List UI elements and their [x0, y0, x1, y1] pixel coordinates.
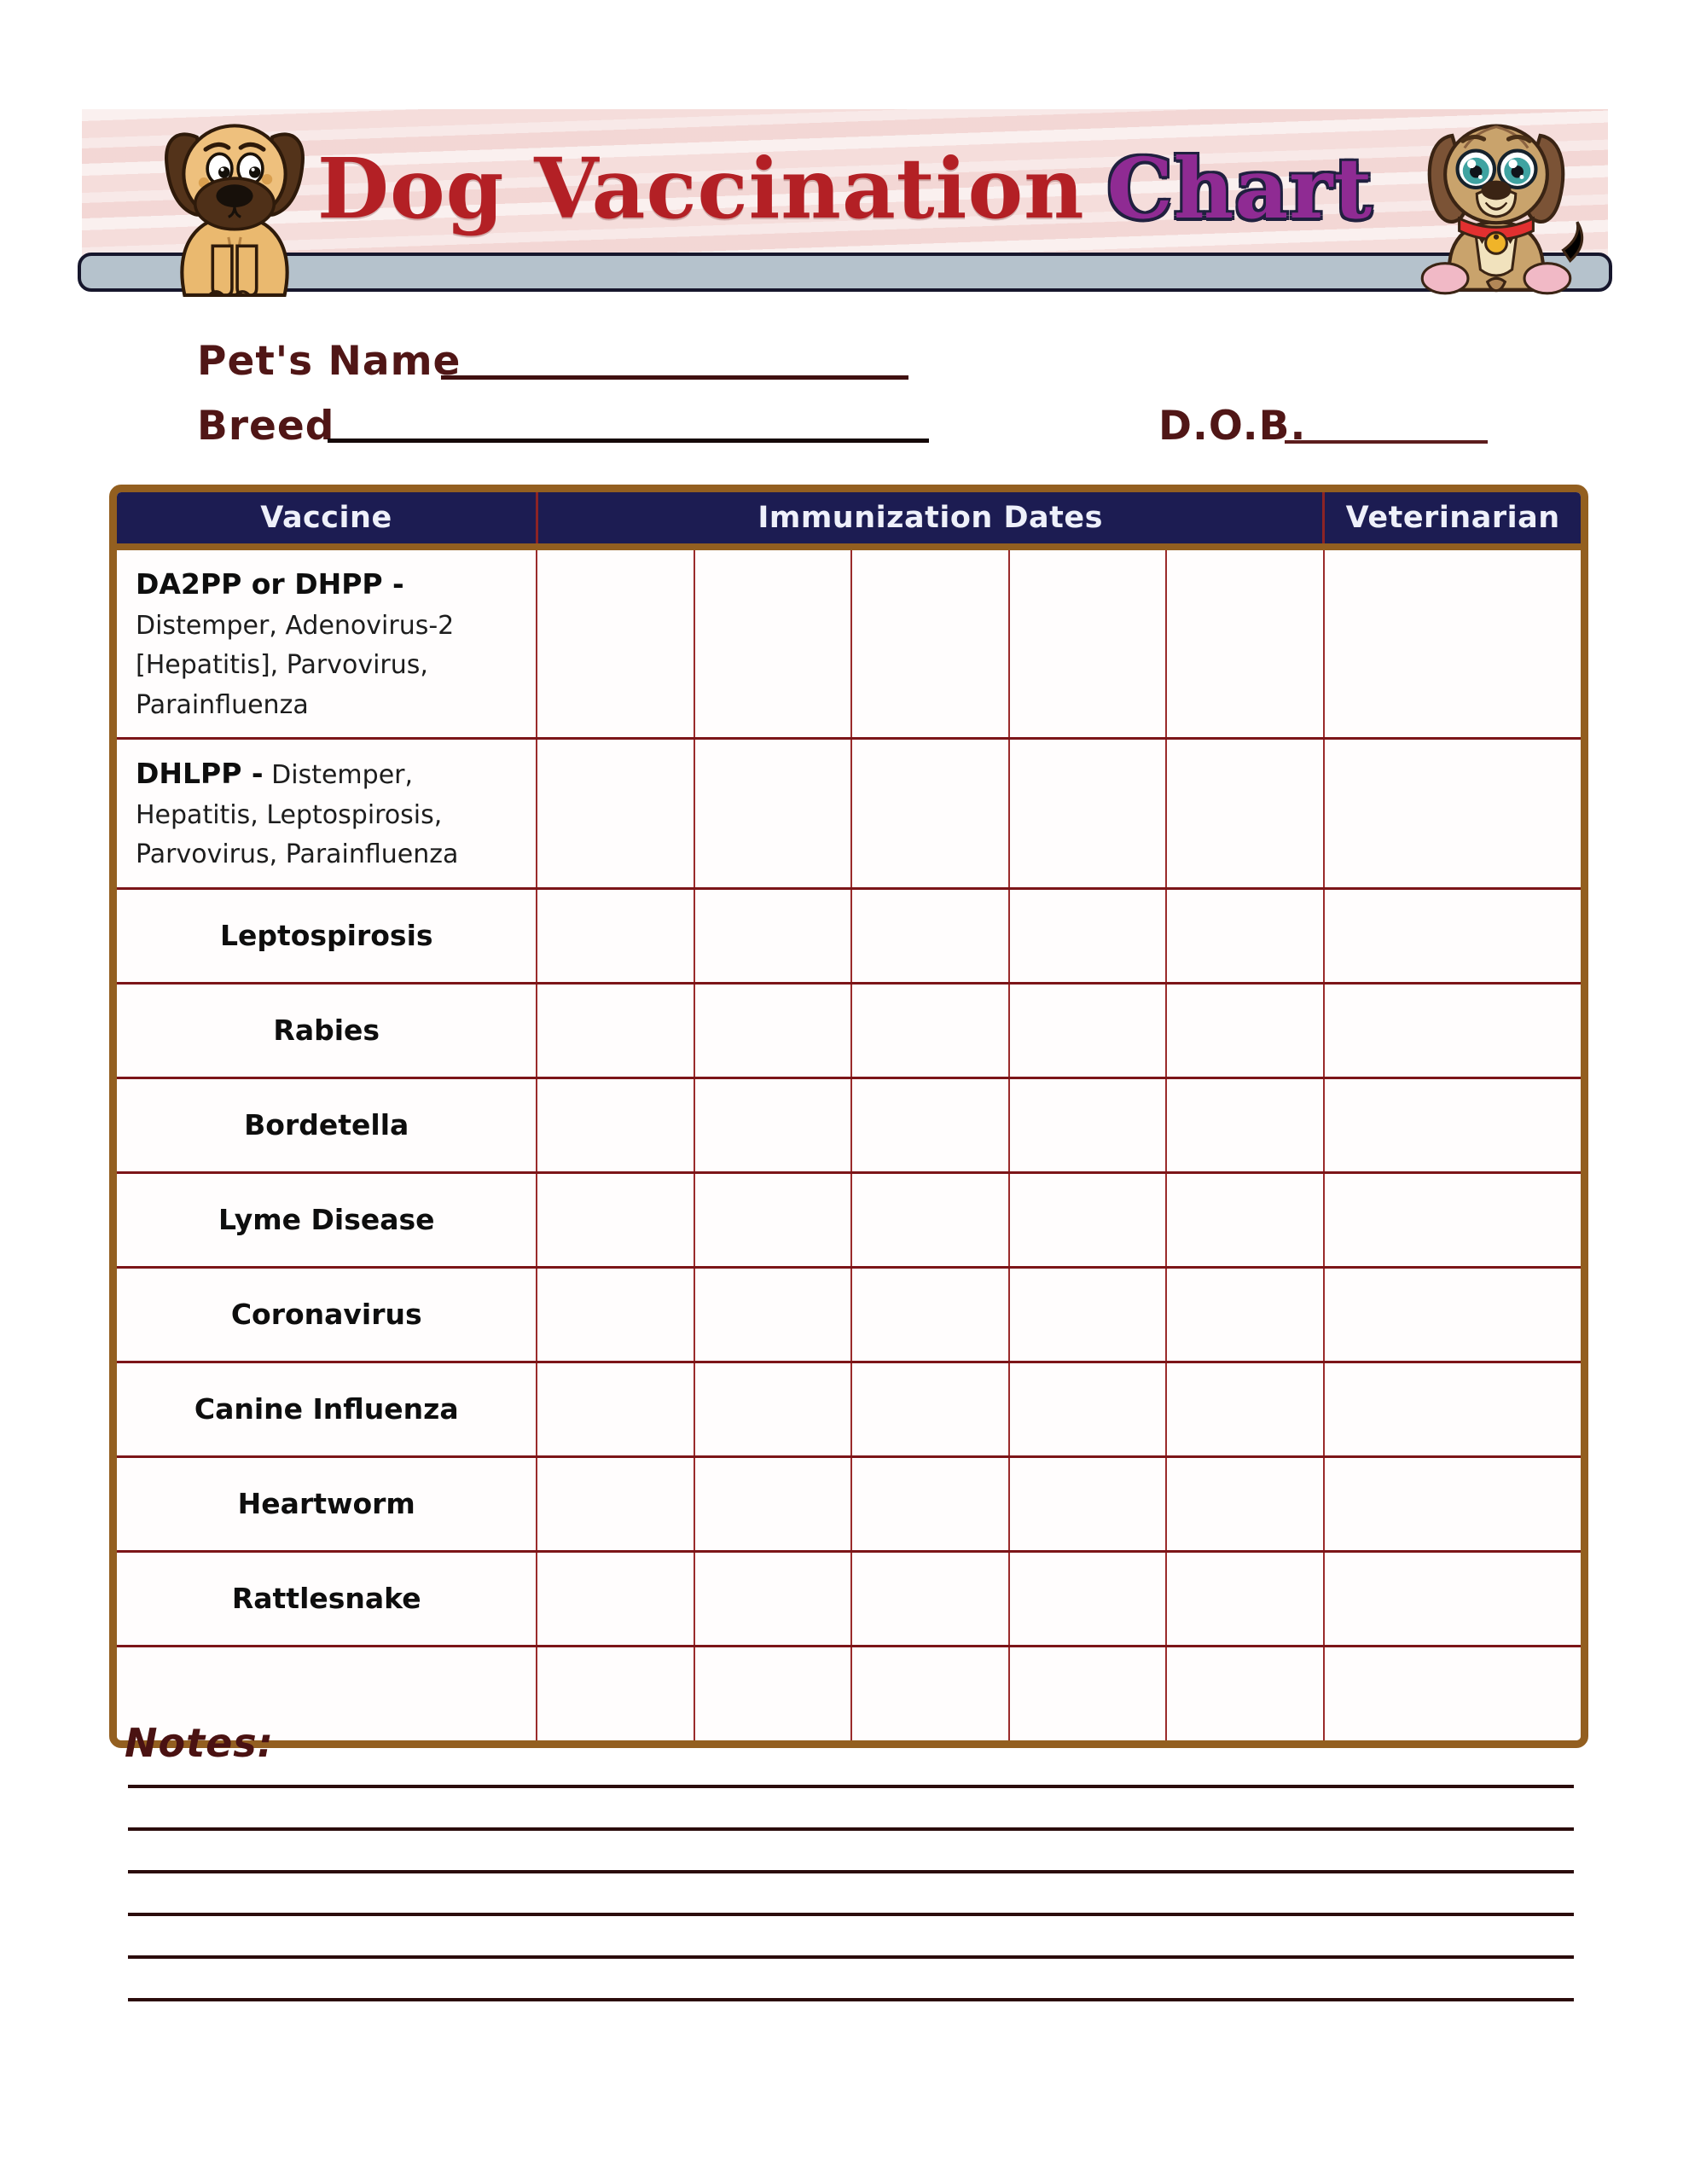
veterinarian-cell	[1324, 1077, 1581, 1172]
notes-line	[128, 1745, 1574, 1788]
immunization-date-cell	[694, 1077, 851, 1172]
table-row	[117, 1362, 1581, 1456]
table-row	[117, 983, 1581, 1077]
immunization-date-cell	[851, 1646, 1008, 1740]
veterinarian-cell	[1324, 1646, 1581, 1740]
vaccine-label-cell: Rattlesnake	[117, 1551, 537, 1646]
immunization-date-cell	[1009, 1172, 1166, 1267]
immunization-date-cell	[694, 1456, 851, 1551]
immunization-date-cell	[537, 1362, 694, 1456]
breed-label: Breed	[197, 403, 335, 450]
veterinarian-cell	[1324, 547, 1581, 739]
immunization-date-cell	[1009, 888, 1166, 983]
table-header-row	[117, 492, 1581, 547]
veterinarian-cell	[1324, 1172, 1581, 1267]
vaccine-label-cell: Heartworm	[117, 1456, 537, 1551]
immunization-date-cell	[851, 739, 1008, 889]
table-row	[117, 1646, 1581, 1740]
immunization-date-cell	[1009, 1077, 1166, 1172]
immunization-date-cell	[851, 547, 1008, 739]
immunization-date-cell	[851, 1456, 1008, 1551]
immunization-date-cell	[1166, 1456, 1323, 1551]
puppy-icon	[1390, 109, 1602, 299]
immunization-date-cell	[851, 1077, 1008, 1172]
column-header-vaccine: Vaccine	[117, 492, 537, 547]
vaccine-label-cell: Bordetella	[117, 1077, 537, 1172]
immunization-date-cell	[694, 739, 851, 889]
table-row	[117, 739, 1581, 889]
immunization-date-cell	[1009, 983, 1166, 1077]
immunization-date-cell	[1166, 1267, 1323, 1362]
notes-line	[128, 1873, 1574, 1916]
immunization-date-cell	[537, 1551, 694, 1646]
immunization-date-cell	[1009, 1551, 1166, 1646]
veterinarian-cell	[1324, 1267, 1581, 1362]
table-row	[117, 888, 1581, 983]
pets-name-label: Pet's Name	[197, 338, 461, 385]
immunization-date-cell	[537, 888, 694, 983]
immunization-date-cell	[851, 1267, 1008, 1362]
veterinarian-cell	[1324, 739, 1581, 889]
immunization-date-cell	[851, 1362, 1008, 1456]
immunization-date-cell	[694, 983, 851, 1077]
notes-line	[128, 1788, 1574, 1831]
veterinarian-cell	[1324, 1551, 1581, 1646]
immunization-date-cell	[851, 1551, 1008, 1646]
pets-name-blank-line	[441, 375, 908, 380]
immunization-date-cell	[537, 983, 694, 1077]
immunization-date-cell	[537, 1172, 694, 1267]
column-header-veterinarian: Veterinarian	[1324, 492, 1581, 547]
vaccine-label-cell: Coronavirus	[117, 1267, 537, 1362]
vaccine-label-cell: Canine Influenza	[117, 1362, 537, 1456]
immunization-date-cell	[1166, 1362, 1323, 1456]
table-row	[117, 1267, 1581, 1362]
immunization-date-cell	[694, 1646, 851, 1740]
notes-line	[128, 1916, 1574, 1959]
notes-line	[128, 1831, 1574, 1873]
notes-lines	[128, 1745, 1574, 2001]
dob-label: D.O.B.	[1158, 403, 1307, 450]
veterinarian-cell	[1324, 1456, 1581, 1551]
immunization-date-cell	[694, 1267, 851, 1362]
immunization-date-cell	[694, 888, 851, 983]
immunization-date-cell	[1166, 547, 1323, 739]
immunization-date-cell	[1166, 888, 1323, 983]
table-row	[117, 1077, 1581, 1172]
notes-label: Notes:	[125, 1720, 275, 1766]
immunization-date-cell	[537, 1456, 694, 1551]
immunization-date-cell	[1166, 1646, 1323, 1740]
table-row	[117, 1456, 1581, 1551]
table-row	[117, 1172, 1581, 1267]
column-header-immunization-dates: Immunization Dates	[537, 492, 1323, 547]
immunization-date-cell	[1009, 739, 1166, 889]
immunization-date-cell	[1009, 1362, 1166, 1456]
immunization-date-cell	[1009, 1267, 1166, 1362]
table-row	[117, 547, 1581, 739]
immunization-date-cell	[1166, 1172, 1323, 1267]
sitting-dog-icon	[123, 114, 346, 299]
immunization-date-cell	[537, 739, 694, 889]
veterinarian-cell	[1324, 1362, 1581, 1456]
immunization-date-cell	[537, 547, 694, 739]
vaccine-label-cell: DA2PP or DHPP - Distemper, Adenovirus-2 [Hepatitis], Parvovirus, Parainfluenza	[117, 547, 537, 739]
vaccine-label-cell: Leptospirosis	[117, 888, 537, 983]
immunization-date-cell	[1166, 983, 1323, 1077]
immunization-date-cell	[1166, 1077, 1323, 1172]
vaccination-table	[117, 492, 1581, 1740]
immunization-date-cell	[537, 1646, 694, 1740]
title-chart: Chart	[1106, 140, 1373, 237]
dob-blank-line	[1285, 440, 1488, 444]
immunization-date-cell	[1166, 739, 1323, 889]
table-row	[117, 1551, 1581, 1646]
veterinarian-cell	[1324, 888, 1581, 983]
immunization-date-cell	[851, 983, 1008, 1077]
vaccine-label-cell: Rabies	[117, 983, 537, 1077]
immunization-date-cell	[1009, 547, 1166, 739]
immunization-date-cell	[1009, 1456, 1166, 1551]
breed-blank-line	[328, 439, 929, 443]
immunization-date-cell	[537, 1077, 694, 1172]
immunization-date-cell	[694, 1551, 851, 1646]
document-page	[75, 102, 1615, 2078]
immunization-date-cell	[537, 1267, 694, 1362]
immunization-date-cell	[851, 888, 1008, 983]
vaccination-table-frame	[109, 485, 1588, 1748]
vaccine-table-body	[117, 547, 1581, 1740]
vaccine-label-cell: Lyme Disease	[117, 1172, 537, 1267]
immunization-date-cell	[1166, 1551, 1323, 1646]
immunization-date-cell	[694, 547, 851, 739]
immunization-date-cell	[694, 1362, 851, 1456]
immunization-date-cell	[1009, 1646, 1166, 1740]
veterinarian-cell	[1324, 983, 1581, 1077]
immunization-date-cell	[694, 1172, 851, 1267]
title-dog-vaccination: Dog Vaccination	[316, 140, 1085, 237]
vaccine-label-cell: DHLPP - Distemper, Hepatitis, Leptospirosis, Parvovirus, Parainfluenza	[117, 739, 537, 889]
notes-line	[128, 1959, 1574, 2001]
immunization-date-cell	[851, 1172, 1008, 1267]
